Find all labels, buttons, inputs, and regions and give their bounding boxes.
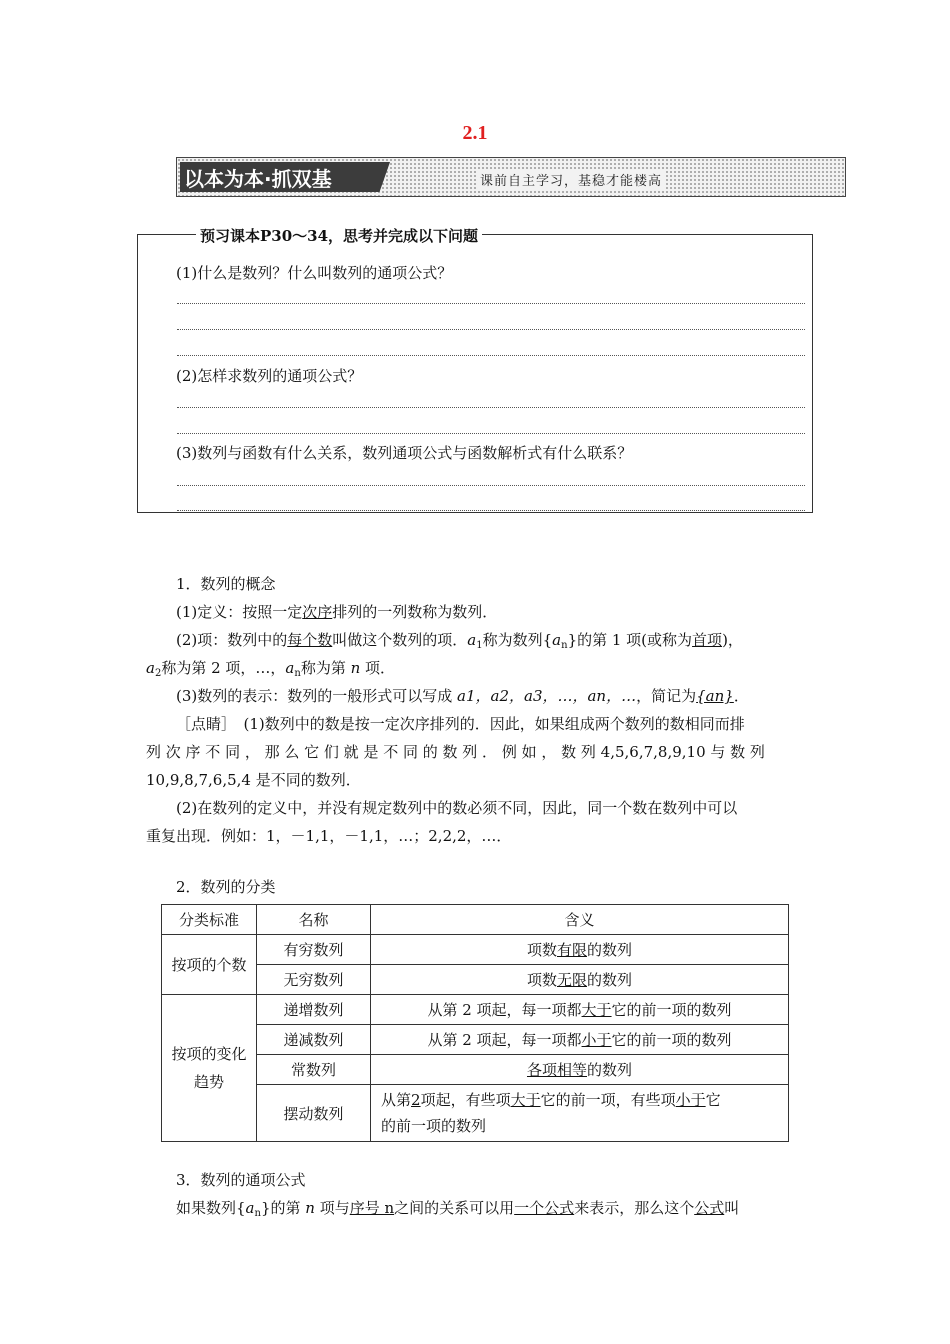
name-cell: 有穷数列 [257, 935, 371, 965]
section-number: 2.1 [462, 122, 488, 144]
table-row [162, 1025, 789, 1055]
concept-item: (2)项：数列中的每个数叫做这个数列的项．$a_1$称为数列$\{a_n\}$的第 1 项(或称为首项)， [176, 631, 743, 651]
group-cell: 按项的个数 [162, 935, 257, 995]
note-line-5: 重复出现．例如：1，－1,1，－1,1，…；2,2,2，…． [146, 827, 512, 845]
name-cell: 常数列 [257, 1055, 371, 1085]
header-cell: 含义 [371, 905, 789, 935]
name-cell: 递减数列 [257, 1025, 371, 1055]
table-row [162, 1085, 789, 1142]
meaning-cell: 从第 2 项起，每一项都大于它的前一项的数列 [371, 995, 789, 1025]
preview-title: 预习课本P30～34，思考并完成以下问题 [196, 225, 482, 246]
meaning-cell: 从第 2 项起，每一项都小于它的前一项的数列 [371, 1025, 789, 1055]
answer-line [177, 355, 805, 356]
header-cell: 名称 [257, 905, 371, 935]
answer-line [177, 303, 805, 304]
meaning-cell: 从第2项起，有些项大于它的前一项，有些项小于它 的前一项的数列 [371, 1085, 789, 1142]
banner-title: 以本为本·抓双基 [184, 167, 332, 191]
table-row [162, 935, 789, 965]
answer-line [177, 510, 805, 511]
answer-line [177, 407, 805, 408]
note-line-1: ［点睛］ (1)数列中的数是按一定次序排列的．因此，如果组成两个数列的数相同而排 [176, 715, 745, 733]
concept-representation: (3)数列的表示：数列的一般形式可以写成 a1，a2，a3，…，an，…，简记为{an}． [176, 687, 749, 705]
header-cell: 分类标准 [162, 905, 257, 935]
table-row [162, 1055, 789, 1085]
banner-subtitle: 课前自主学习，基稳才能楼高 [476, 170, 666, 189]
meaning-cell: 各项相等的数列 [371, 1055, 789, 1085]
general-term-heading: 3．数列的通项公式 [176, 1171, 306, 1189]
concept-item-cont: $a_2$称为第 2 项，…，$a_n$称为第 n 项． [146, 659, 396, 679]
name-cell: 摆动数列 [257, 1085, 371, 1142]
table-row [162, 965, 789, 995]
concept-heading: 1．数列的概念 [176, 575, 276, 593]
answer-line [177, 433, 805, 434]
note-line-4: (2)在数列的定义中，并没有规定数列中的数必须不同，因此，同一个数在数列中可以 [176, 799, 738, 817]
meaning-cell: 项数无限的数列 [371, 965, 789, 995]
general-term-text: 如果数列$\{a_n\}$的第 n 项与序号 n之间的关系可以用一个公式来表示，那么这个公式叫 [176, 1199, 740, 1219]
preview-question-2: (2)怎样求数列的通项公式？ [176, 367, 363, 385]
answer-line [177, 485, 805, 486]
concept-definition: (1)定义：按照一定次序排列的一列数称为数列． [176, 603, 498, 621]
note-line-2: 列 次 序 不 同 ， 那 么 它 们 就 是 不 同 的 数 列 ． 例 如 ， 数 列 4,5,6,7,8,9,10 与 数 列 [146, 743, 765, 761]
preview-question-3: (3)数列与函数有什么关系，数列通项公式与函数解析式有什么联系？ [176, 444, 633, 462]
meaning-cell: 项数有限的数列 [371, 935, 789, 965]
table-row [162, 995, 789, 1025]
table-row [162, 905, 789, 935]
classification-heading: 2．数列的分类 [176, 878, 276, 896]
answer-line [177, 329, 805, 330]
classification-table [161, 904, 789, 1142]
preview-question-1: (1)什么是数列？什么叫数列的通项公式？ [176, 264, 453, 282]
name-cell: 无穷数列 [257, 965, 371, 995]
name-cell: 递增数列 [257, 995, 371, 1025]
group-cell: 按项的变化趋势 [162, 995, 257, 1142]
note-line-3: 10,9,8,7,6,5,4 是不同的数列． [146, 771, 361, 789]
